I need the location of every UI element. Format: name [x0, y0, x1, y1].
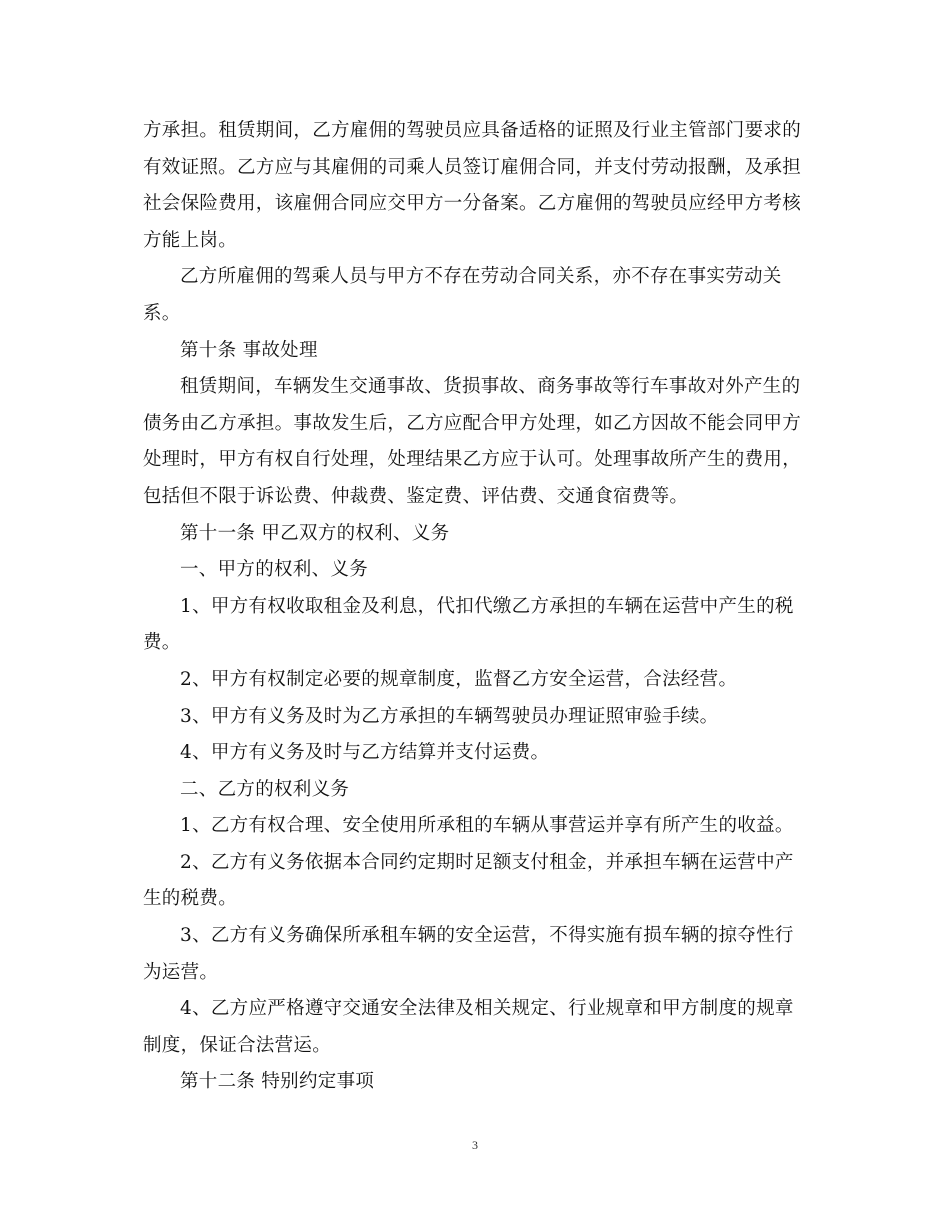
list-item-party-a-4: 4、甲方有义务及时与乙方结算并支付运费。: [180, 742, 550, 764]
list-item-party-b-1: 1、乙方有权合理、安全使用所承租的车辆从事营运并享有所产生的收益。: [180, 815, 794, 837]
page-number: 3: [472, 1138, 478, 1152]
subheading-party-a-rights: 一、甲方的权利、义务: [180, 559, 369, 581]
paragraph-accident-handling: 租赁期间，车辆发生交通事故、货损事故、商务事故等行车事故对外产生的债务由乙方承担。事故发生后，乙方应配合甲方处理，如乙方因故不能会同甲方处理时，甲方有权自行处理，处理结果乙方应于认可。处理事故所产生的费用，包括但不限于诉讼费、仲裁费、鉴定费、评估费、交通食宿费等。: [143, 376, 802, 507]
paragraph-no-labor-relation: 乙方所雇佣的驾乘人员与甲方不存在劳动合同关系，亦不存在事实劳动关系。: [143, 266, 782, 324]
paragraph-continued-clause: 方承担。租赁期间，乙方雇佣的驾驶员应具备适格的证照及行业主管部门要求的有效证照。乙方应与其雇佣的司乘人员签订雇佣合同，并支付劳动报酬，及承担社会保险费用，该雇佣合同应交甲方一分备案。乙方雇佣的驾驶员应经甲方考核方能上岗。: [143, 120, 802, 251]
list-item-party-a-1: 1、甲方有权收取租金及利息，代扣代缴乙方承担的车辆在运营中产生的税费。: [143, 595, 794, 654]
subheading-party-b-rights: 二、乙方的权利义务: [180, 778, 350, 800]
list-item-party-b-4: 4、乙方应严格遵守交通安全法律及相关规定、行业规章和甲方制度的规章制度，保证合法营运。: [143, 998, 794, 1056]
document-body: [143, 113, 808, 1101]
list-item-party-b-2: 2、乙方有义务依据本合同约定期时足额支付租金，并承担车辆在运营中产生的税费。: [143, 851, 794, 910]
heading-article-11: 第十一条 甲乙双方的权利、义务: [180, 522, 450, 544]
list-item-party-b-3: 3、乙方有义务确保所承租车辆的安全运营，不得实施有损车辆的掠夺性行为运营。: [143, 925, 794, 983]
list-item-party-a-3: 3、甲方有义务及时为乙方承担的车辆驾驶员办理证照审验手续。: [180, 705, 719, 727]
list-item-party-a-2: 2、甲方有权制定必要的规章制度，监督乙方安全运营，合法经营。: [180, 668, 738, 690]
heading-article-12: 第十二条 特别约定事项: [180, 1071, 375, 1093]
heading-article-10: 第十条 事故处理: [180, 339, 318, 361]
